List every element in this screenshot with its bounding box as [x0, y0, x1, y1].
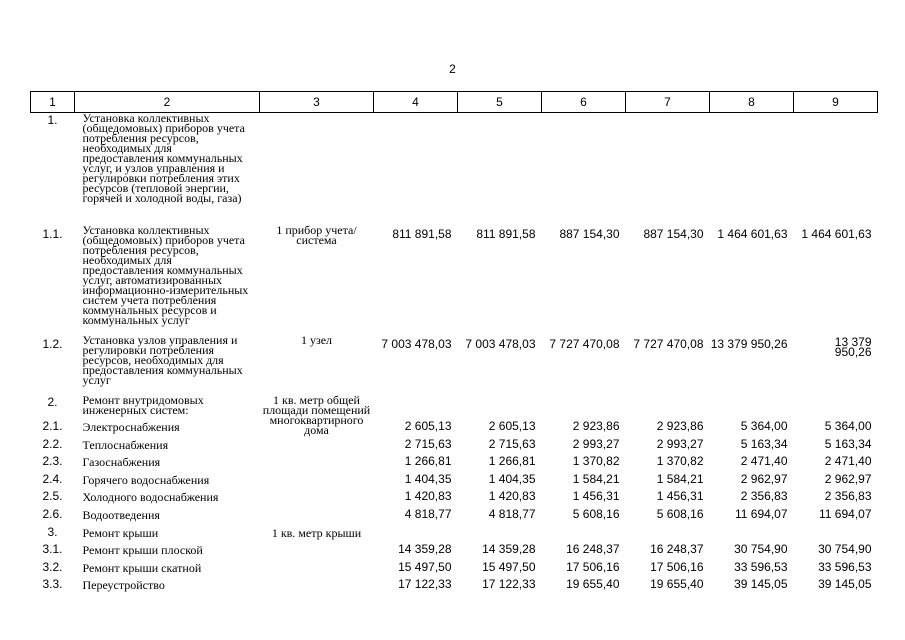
value-cell: 11 694,07: [735, 506, 788, 521]
value-cell: [542, 113, 626, 226]
value-cell: 5 163,34: [740, 436, 788, 451]
table-row: [31, 525, 878, 543]
value-cell: 16 248,37: [566, 542, 620, 557]
row-number: 2.2.: [42, 436, 63, 451]
value-cell: 4 818,77: [404, 506, 452, 521]
value-cell: [794, 395, 878, 419]
row-number: 3.3.: [42, 577, 63, 592]
value-cell: 5 364,00: [740, 419, 788, 433]
value-cell: 19 655,40: [566, 577, 620, 592]
value-cell: 15 497,50: [398, 559, 452, 574]
value-cell: [374, 395, 458, 419]
value-cell: 1 456,31: [572, 489, 620, 504]
row-number: 2.1.: [42, 419, 63, 433]
value-cell: 17 506,16: [650, 559, 704, 574]
header-cell: 3: [260, 92, 374, 113]
row-name: Водоотведения: [82, 507, 160, 522]
row-name: Ремонт крыши: [82, 525, 159, 540]
value-cell: 2 923,86: [572, 419, 620, 433]
table-row: [31, 335, 878, 395]
header-cell: 8: [710, 92, 794, 113]
value-cell: 887 154,30: [559, 227, 620, 241]
row-number: 1.2.: [42, 337, 63, 351]
table-row: [31, 395, 878, 419]
row-name: Горячего водоснабжения: [82, 472, 210, 487]
row-name: Установка коллективных (общедомовых) приборов учета потребления ресурсов, необходимых для предоставления коммунальных услуг, автоматизированных информационно-измерительных систем учета потребления коммунальных ресурсов и коммунальных услуг: [82, 223, 249, 327]
value-cell: 2 993,27: [656, 436, 704, 451]
row-number: 1.1.: [42, 227, 63, 241]
rates-table: [30, 91, 878, 595]
value-cell: 2 715,63: [488, 436, 536, 451]
table-row: [31, 113, 878, 226]
header-cell: 9: [794, 92, 878, 113]
value-cell: 13 379 950,26: [710, 337, 788, 351]
value-cell: 2 993,27: [572, 436, 620, 451]
value-cell: 1 370,82: [656, 454, 704, 469]
value-cell: 811 891,58: [476, 227, 536, 241]
value-cell: 2 356,83: [824, 489, 872, 504]
table-row: [31, 560, 878, 578]
table-row: [31, 577, 878, 595]
value-cell: 11 694,07: [819, 506, 872, 521]
value-cell: 13 379 950,26: [834, 335, 872, 359]
value-cell: 1 584,21: [656, 471, 704, 486]
value-cell: [710, 525, 794, 543]
value-cell: [794, 525, 878, 543]
value-cell: 33 596,53: [734, 559, 788, 574]
value-cell: 4 818,77: [488, 506, 536, 521]
value-cell: [626, 113, 710, 226]
value-cell: 16 248,37: [650, 542, 704, 557]
value-cell: 39 145,05: [734, 577, 788, 592]
header-cell: 1: [31, 92, 75, 113]
value-cell: 2 605,13: [404, 419, 452, 433]
table-row: [31, 437, 878, 455]
value-cell: 2 923,86: [656, 419, 704, 433]
header-cell: 7: [626, 92, 710, 113]
row-name: Теплоснабжения: [82, 437, 169, 452]
value-cell: 1 404,35: [404, 471, 452, 486]
value-cell: 33 596,53: [818, 559, 872, 574]
table-row: [31, 542, 878, 560]
row-number: 3.1.: [42, 542, 63, 557]
value-cell: 7 727 470,08: [633, 337, 704, 351]
value-cell: 1 420,83: [404, 489, 452, 504]
value-cell: [542, 525, 626, 543]
value-cell: 5 163,34: [824, 436, 872, 451]
row-name: Ремонт крыши скатной: [82, 560, 202, 575]
value-cell: 1 420,83: [488, 489, 536, 504]
value-cell: 1 584,21: [572, 471, 620, 486]
row-number: 1.: [47, 113, 58, 127]
value-cell: 14 359,28: [398, 542, 452, 557]
value-cell: 2 962,97: [740, 471, 788, 486]
value-cell: [710, 113, 794, 226]
value-cell: 1 456,31: [656, 489, 704, 504]
header-cell: 6: [542, 92, 626, 113]
value-cell: 2 605,13: [488, 419, 536, 433]
value-cell: 19 655,40: [650, 577, 704, 592]
row-name: Ремонт внутридомовых инженерных систем:: [82, 393, 204, 417]
row-number: 3.: [47, 524, 58, 539]
value-cell: 7 727 470,08: [549, 337, 620, 351]
row-number: 2.6.: [42, 506, 63, 521]
value-cell: 2 962,97: [824, 471, 872, 486]
value-cell: 30 754,90: [818, 542, 872, 557]
value-cell: 17 122,33: [398, 577, 452, 592]
row-name: Установка узлов управления и регулировки потребления ресурсов, необходимых для предоставления коммунальных услуг: [82, 333, 243, 387]
value-cell: 5 608,16: [656, 506, 704, 521]
header-cell: 2: [75, 92, 260, 113]
row-name: Холодного водоснабжения: [82, 490, 219, 505]
value-cell: 1 404,35: [488, 471, 536, 486]
table-row: [31, 419, 878, 437]
row-name: Переустройство: [82, 578, 165, 593]
row-unit: [260, 113, 374, 226]
value-cell: 39 145,05: [818, 577, 872, 592]
value-cell: [374, 525, 458, 543]
page-number: 2: [449, 62, 456, 76]
value-cell: [794, 113, 878, 226]
value-cell: 887 154,30: [643, 227, 704, 241]
row-name: Электроснабжения: [82, 420, 180, 434]
value-cell: [626, 525, 710, 543]
table-row: [31, 454, 878, 472]
value-cell: [374, 113, 458, 226]
value-cell: 14 359,28: [482, 542, 536, 557]
value-cell: 2 471,40: [740, 454, 788, 469]
value-cell: 2 471,40: [824, 454, 872, 469]
header-row: [31, 92, 878, 113]
table-row: [31, 489, 878, 507]
value-cell: 30 754,90: [734, 542, 788, 557]
value-cell: 7 003 478,03: [381, 337, 452, 351]
value-cell: 17 122,33: [482, 577, 536, 592]
row-number: 2.: [47, 395, 58, 409]
row-unit: 1 кв. метр общей площади помещений многоквартирного дома: [262, 393, 371, 437]
value-cell: 1 464 601,63: [717, 227, 788, 241]
value-cell: 5 608,16: [572, 506, 620, 521]
header-cell: 5: [458, 92, 542, 113]
row-unit: 1 кв. метр крыши: [271, 525, 362, 540]
row-number: 2.5.: [42, 489, 63, 504]
value-cell: 1 464 601,63: [801, 227, 872, 241]
value-cell: 2 715,63: [404, 436, 452, 451]
value-cell: 1 266,81: [404, 454, 452, 469]
value-cell: [458, 525, 542, 543]
table-row: [31, 507, 878, 525]
row-name: Установка коллективных (общедомовых) приборов учета потребления ресурсов, необходимых для предоставления коммунальных услуг, и узлов управления и регулировки потребления этих ресурсов (тепловой энергии, горячей и холодной воды, газа): [82, 111, 245, 205]
value-cell: [458, 395, 542, 419]
value-cell: 15 497,50: [482, 559, 536, 574]
row-unit: 1 узел: [300, 333, 333, 347]
value-cell: 1 370,82: [572, 454, 620, 469]
value-cell: [458, 113, 542, 226]
table-row: [31, 225, 878, 335]
row-name: Газоснабжения: [82, 455, 161, 470]
row-number: 2.3.: [42, 454, 63, 469]
table-row: [31, 472, 878, 490]
value-cell: 7 003 478,03: [465, 337, 536, 351]
value-cell: [626, 395, 710, 419]
value-cell: 5 364,00: [824, 419, 872, 433]
row-unit: 1 прибор учета/ система: [276, 223, 357, 247]
value-cell: 1 266,81: [488, 454, 536, 469]
header-cell: 4: [374, 92, 458, 113]
row-number: 3.2.: [42, 559, 63, 574]
value-cell: 811 891,58: [392, 227, 452, 241]
value-cell: 2 356,83: [740, 489, 788, 504]
value-cell: 17 506,16: [566, 559, 620, 574]
row-number: 2.4.: [42, 471, 63, 486]
value-cell: [542, 395, 626, 419]
value-cell: [710, 395, 794, 419]
row-name: Ремонт крыши плоской: [82, 543, 203, 558]
